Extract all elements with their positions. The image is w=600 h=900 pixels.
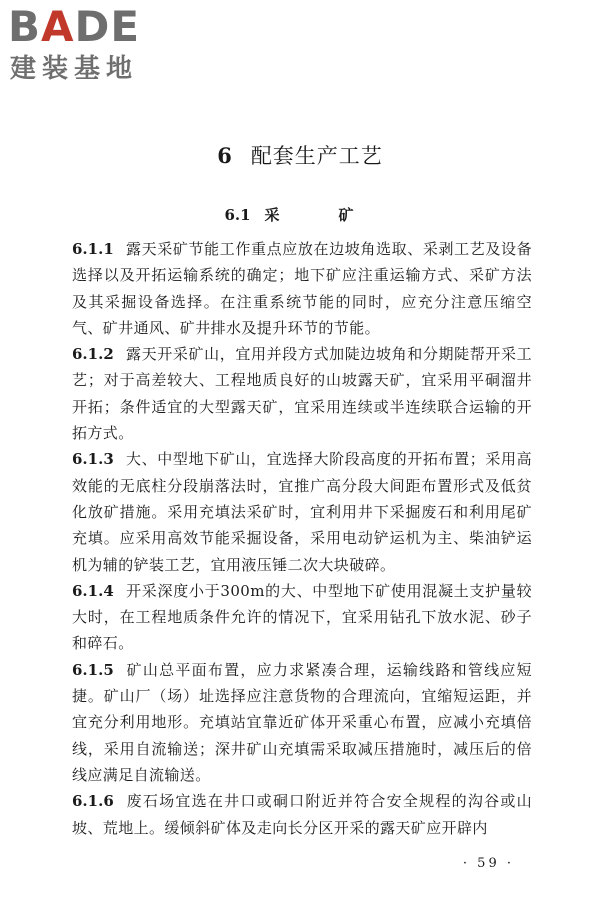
bade-logo — [8, 4, 178, 88]
logo-letter-b: B — [8, 2, 42, 51]
section-number: 6.1 — [224, 206, 251, 224]
clause — [72, 236, 532, 341]
logo-letters-de: DE — [74, 2, 141, 51]
clause-text: 开采深度小于300m的大、中型地下矿使用混凝土支护量较大时，在工程地质条件允许的情况下，宜采用钻孔下放水泥、砂子和碎石。 — [72, 581, 532, 653]
clause-text: 矿山总平面布置，应力求紧凑合理，运输线路和管线应短捷。矿山厂（场）址选择应注意货物的合理流向，宜缩短运距，并宜充分利用地形。充填站宜靠近矿体开采重心布置，应减小充填倍线，采用自流输送；深井矿山充填需采取减压措施时，减压后的倍线应满足自流输送。 — [72, 660, 532, 784]
clause — [72, 578, 532, 657]
section-title: 采 矿 — [264, 206, 376, 224]
clause-text: 废石场宜选在井口或硐口附近并符合安全规程的沟谷或山坡、荒地上。缓倾斜矿体及走向长分区开采的露天矿应开辟内 — [72, 792, 532, 837]
clause-number: 6.1.3 — [72, 450, 114, 469]
clause-text: 露天采矿节能工作重点应放在边坡角选取、采剥工艺及设备选择以及开拓运输系统的确定；地下矿应注重运输方式、采矿方法及其采掘设备选择。在注重系统节能的同时，应充分注意压缩空气、矿井通风、矿井排水及提升环节的节能。 — [72, 240, 532, 337]
clause-number: 6.1.6 — [72, 792, 114, 811]
clause-number: 6.1.1 — [72, 240, 114, 258]
clause — [72, 341, 532, 446]
chapter-heading — [0, 140, 600, 170]
logo-letter-a: A — [41, 2, 75, 51]
clause-number: 6.1.5 — [72, 660, 114, 679]
clause — [72, 788, 532, 841]
logo-wordmark — [8, 4, 140, 50]
chapter-number: 6 — [217, 143, 233, 168]
clause-number: 6.1.4 — [72, 581, 114, 600]
clause-list — [72, 236, 532, 841]
clause-text: 大、中型地下矿山，宜选择大阶段高度的开拓布置；采用高效能的无底柱分段崩落法时，宜推广高分段大间距布置形式及低贫化放矿措施。采用充填法采矿时，宜利用井下采掘废石和利用尾矿充填。应采用高效节能采掘设备，采用电动铲运机为主、柴油铲运机为辅的铲装工艺，宜用液压锤二次大块破碎。 — [72, 450, 532, 574]
clause — [72, 446, 532, 577]
page-number: · 59 · — [462, 856, 514, 871]
clause-text: 露天开采矿山，宜用并段方式加陡边坡角和分期陡帮开采工艺；对于高差较大、工程地质良好的山坡露天矿，宜采用平硐溜井开拓；条件适宜的大型露天矿，宜采用连续或半连续联合运输的开拓方式。 — [72, 345, 532, 443]
chapter-title: 配套生产工艺 — [250, 144, 383, 168]
clause-number: 6.1.2 — [72, 345, 114, 364]
clause — [72, 657, 532, 788]
section-heading — [0, 204, 600, 225]
logo-subtitle: 建装基地 — [10, 54, 139, 84]
